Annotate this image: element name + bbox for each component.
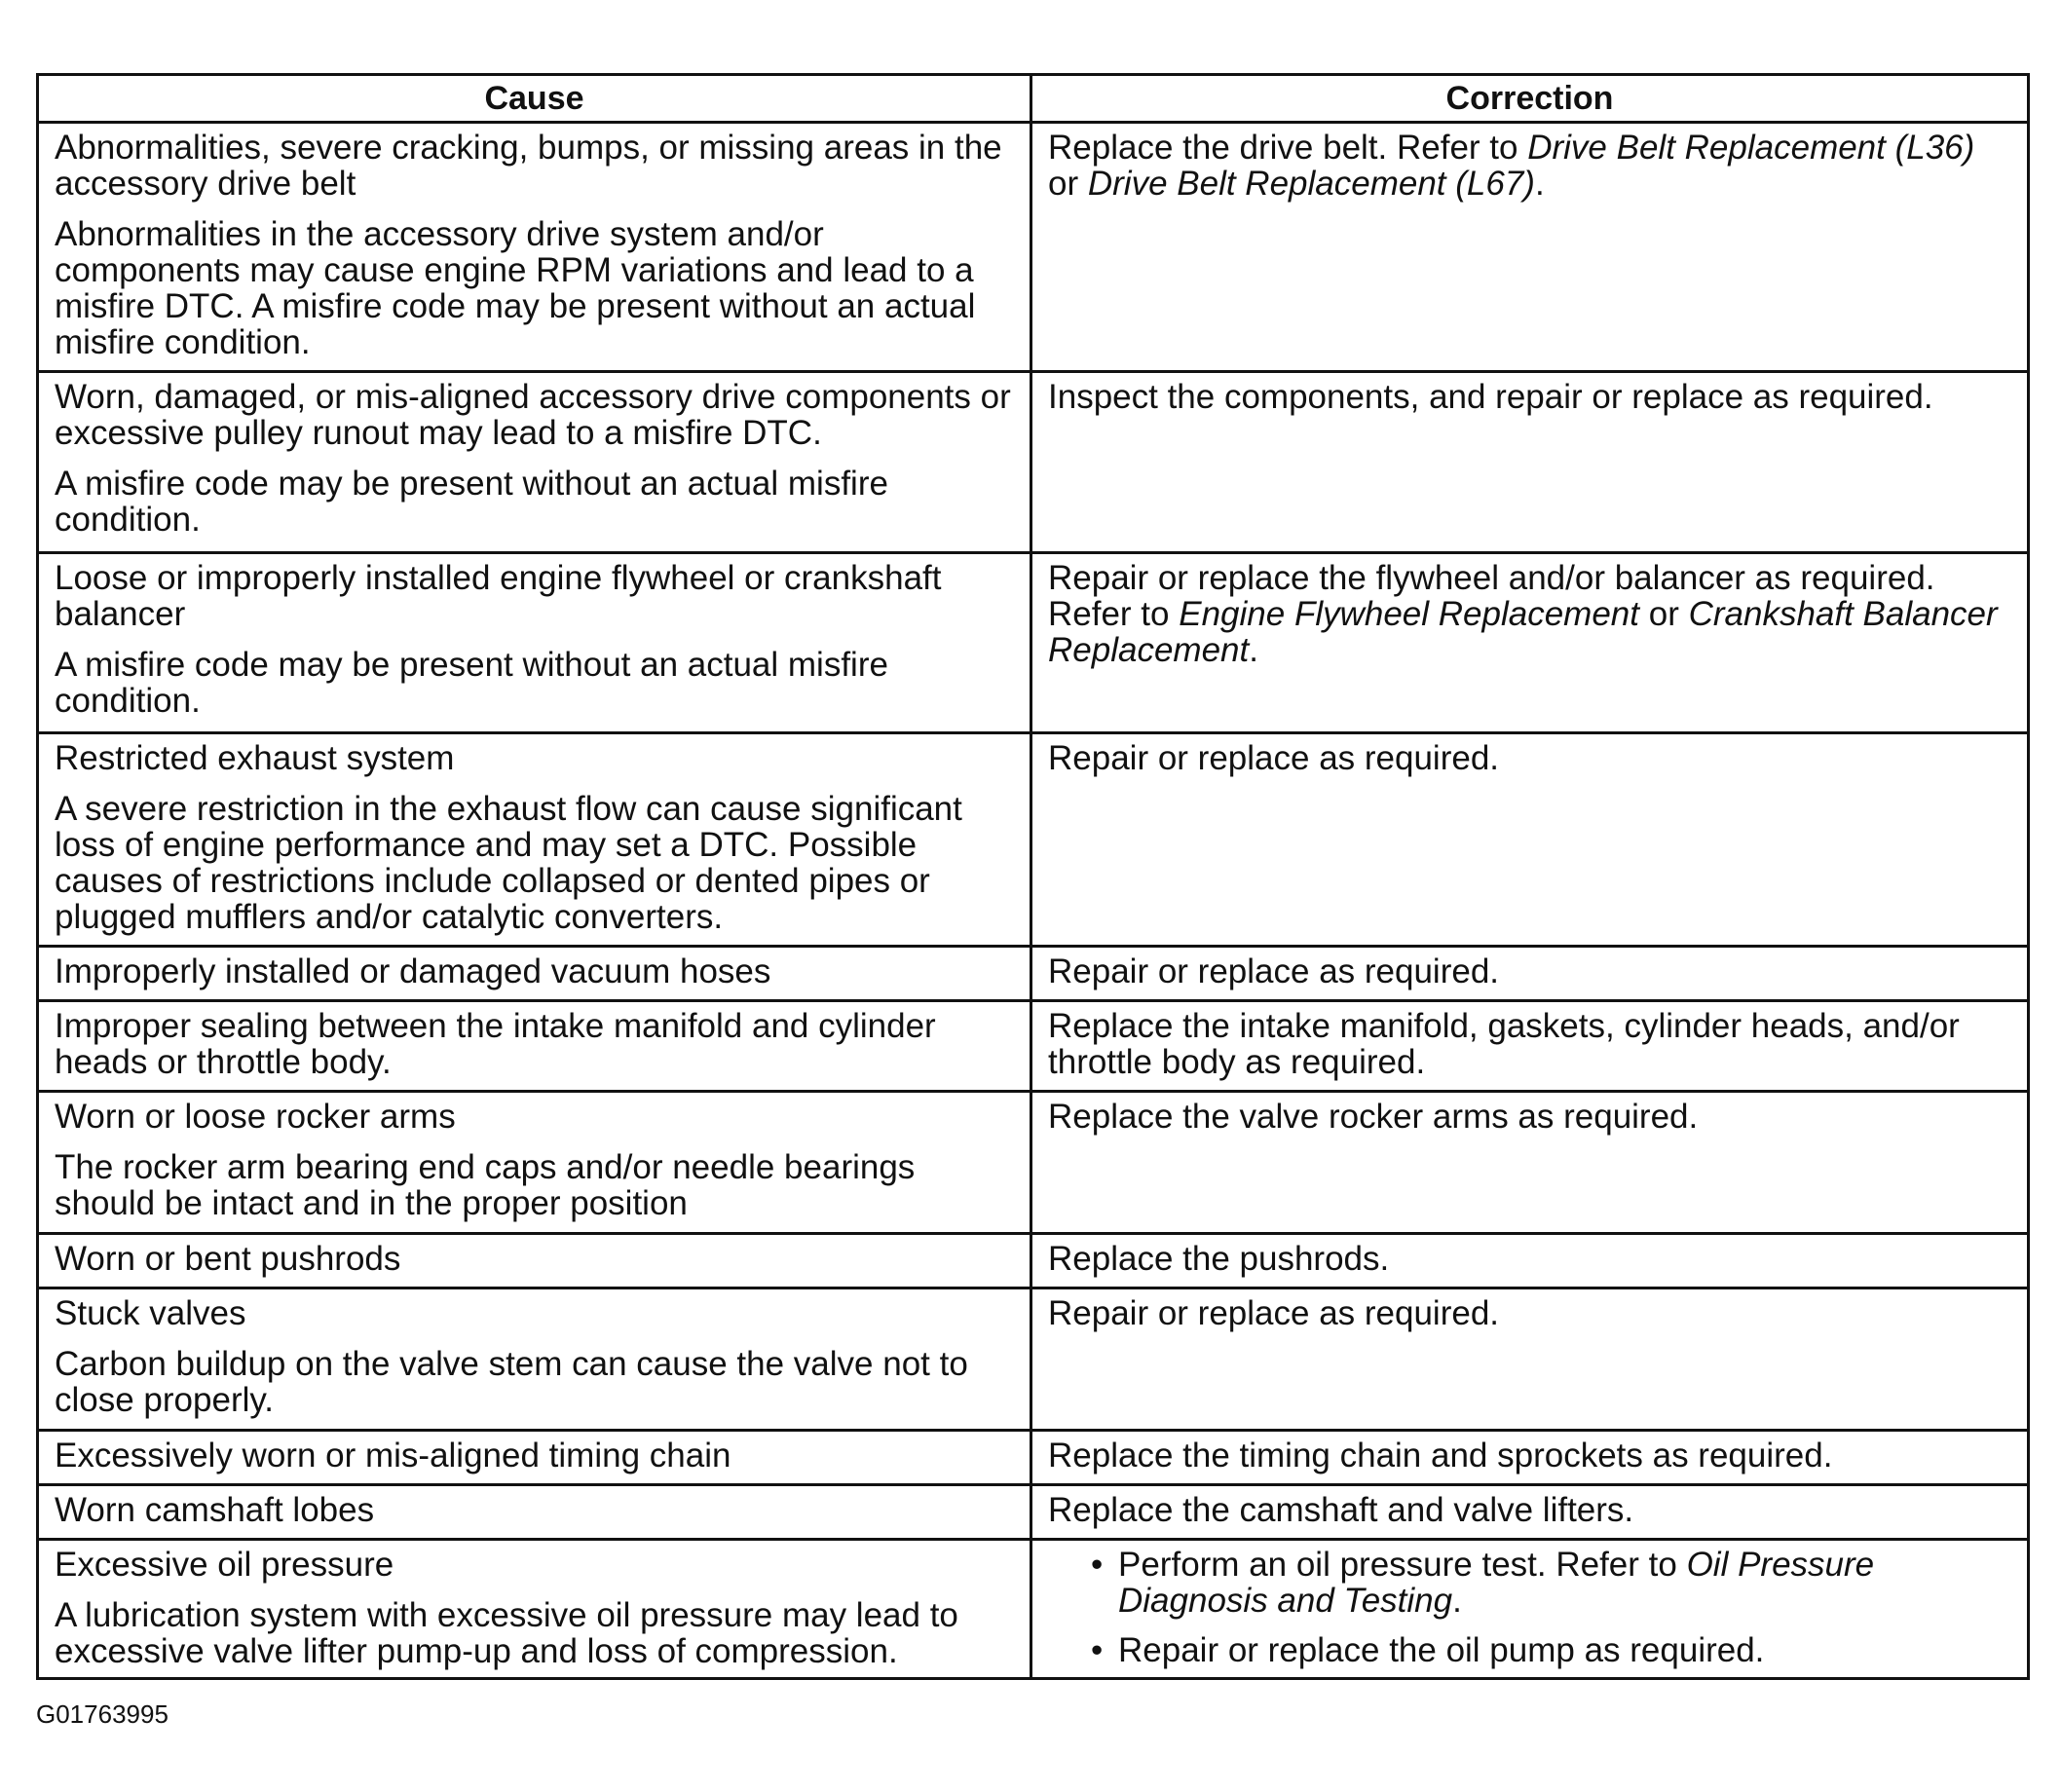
correction-text: Inspect the components, and repair or replace as required. xyxy=(1048,378,1933,416)
cause-detail: A misfire code may be present without an actual misfire condition. xyxy=(55,465,888,539)
cause-cell xyxy=(38,1540,1031,1679)
cause-cell xyxy=(38,1485,1031,1540)
table-row xyxy=(38,1092,2029,1234)
correction-cell xyxy=(1031,1001,2029,1092)
table-row xyxy=(38,123,2029,372)
correction-cell xyxy=(1031,1288,2029,1431)
correction-cell xyxy=(1031,1234,2029,1288)
table-row xyxy=(38,947,2029,1001)
table-row xyxy=(38,1431,2029,1485)
cause-cell xyxy=(38,733,1031,947)
list-item: • Perform an oil pressure test. Refer to Oil Pressure Diagnosis and Testing. xyxy=(1097,1547,2013,1619)
table-row xyxy=(38,733,2029,947)
cause-cell xyxy=(38,372,1031,553)
table-row xyxy=(38,553,2029,733)
correction-cell xyxy=(1031,123,2029,372)
cause-cell xyxy=(38,947,1031,1001)
correction-text: Replace the camshaft and valve lifters. xyxy=(1048,1491,1634,1529)
correction-cell xyxy=(1031,1092,2029,1234)
header-correction: Correction xyxy=(1031,75,2029,123)
correction-cell xyxy=(1031,1431,2029,1485)
cause-detail: The rocker arm bearing end caps and/or needle bearings should be intact and in the proper position xyxy=(55,1148,916,1222)
cause-cell xyxy=(38,1234,1031,1288)
cause-title: Worn or loose rocker arms xyxy=(55,1098,456,1136)
reference-link: Drive Belt Replacement (L36) xyxy=(1527,129,1975,167)
cause-cell xyxy=(38,1092,1031,1234)
cause-title: Excessive oil pressure xyxy=(55,1546,394,1584)
table-header-row xyxy=(38,75,2029,123)
correction-cell xyxy=(1031,553,2029,733)
reference-link: Drive Belt Replacement (L67) xyxy=(1087,165,1535,203)
cause-detail: A misfire code may be present without an actual misfire condition. xyxy=(55,646,888,720)
table-row xyxy=(38,1001,2029,1092)
cause-detail: A severe restriction in the exhaust flow can cause significant loss of engine performance and may set a DTC. Possible causes of restrictions include collapsed or dented pipes or plugged mufflers and/or catalytic converters. xyxy=(55,790,962,936)
correction-text: Repair or replace as required. xyxy=(1048,1294,1500,1332)
correction-bullet-list xyxy=(1048,1547,2013,1668)
cause-title: Stuck valves xyxy=(55,1294,246,1332)
table-row xyxy=(38,1540,2029,1679)
reference-link: Oil Pressure Diagnosis and Testing xyxy=(1118,1546,1875,1620)
correction-text: Repair or replace the flywheel and/or balancer as required. Refer to Engine Flywheel Replacement or Crankshaft Balancer Replacement. xyxy=(1048,559,1998,669)
table-row xyxy=(38,1234,2029,1288)
cause-title: Restricted exhaust system xyxy=(55,739,455,777)
cause-cell xyxy=(38,1001,1031,1092)
correction-text: Replace the drive belt. Refer to Drive Belt Replacement (L36) or Drive Belt Replacement (L67). xyxy=(1048,129,1975,203)
cause-title: Improperly installed or damaged vacuum hoses xyxy=(55,952,771,990)
cause-cell xyxy=(38,1288,1031,1431)
correction-text: Replace the valve rocker arms as required. xyxy=(1048,1098,1699,1136)
cause-correction-table xyxy=(36,73,2030,1680)
correction-text: Repair or replace as required. xyxy=(1048,952,1500,990)
correction-text: Replace the intake manifold, gaskets, cylinder heads, and/or throttle body as required. xyxy=(1048,1007,1960,1081)
cause-cell xyxy=(38,123,1031,372)
reference-link: Engine Flywheel Replacement xyxy=(1179,595,1639,633)
correction-cell xyxy=(1031,372,2029,553)
cause-detail: A lubrication system with excessive oil pressure may lead to excessive valve lifter pump-up and loss of compression. xyxy=(55,1596,958,1670)
cause-detail: Abnormalities in the accessory drive system and/or components may cause engine RPM variations and lead to a misfire DTC. A misfire code may be present without an actual misfire condition. xyxy=(55,215,976,361)
header-cause: Cause xyxy=(38,75,1031,123)
correction-text: Repair or replace as required. xyxy=(1048,739,1500,777)
cause-cell xyxy=(38,553,1031,733)
list-item: • Repair or replace the oil pump as required. xyxy=(1097,1632,2013,1668)
correction-cell xyxy=(1031,733,2029,947)
correction-cell xyxy=(1031,1485,2029,1540)
table-row xyxy=(38,1288,2029,1431)
cause-title: Abnormalities, severe cracking, bumps, or missing areas in the accessory drive belt xyxy=(55,129,1002,203)
correction-text: Replace the timing chain and sprockets as required. xyxy=(1048,1437,1833,1475)
correction-cell xyxy=(1031,947,2029,1001)
table-row xyxy=(38,1485,2029,1540)
cause-title: Excessively worn or mis-aligned timing chain xyxy=(55,1437,731,1475)
cause-cell xyxy=(38,1431,1031,1485)
correction-cell xyxy=(1031,1540,2029,1679)
cause-detail: Carbon buildup on the valve stem can cause the valve not to close properly. xyxy=(55,1345,968,1419)
figure-id: G01763995 xyxy=(36,1699,169,1729)
table-row xyxy=(38,372,2029,553)
cause-title: Improper sealing between the intake manifold and cylinder heads or throttle body. xyxy=(55,1007,936,1081)
cause-title: Worn or bent pushrods xyxy=(55,1240,401,1278)
correction-text: Replace the pushrods. xyxy=(1048,1240,1390,1278)
cause-title: Worn camshaft lobes xyxy=(55,1491,375,1529)
cause-title: Worn, damaged, or mis-aligned accessory drive components or excessive pulley runout may lead to a misfire DTC. xyxy=(55,378,1011,452)
reference-link: Crankshaft Balancer Replacement xyxy=(1048,595,1998,669)
cause-title: Loose or improperly installed engine flywheel or crankshaft balancer xyxy=(55,559,942,633)
